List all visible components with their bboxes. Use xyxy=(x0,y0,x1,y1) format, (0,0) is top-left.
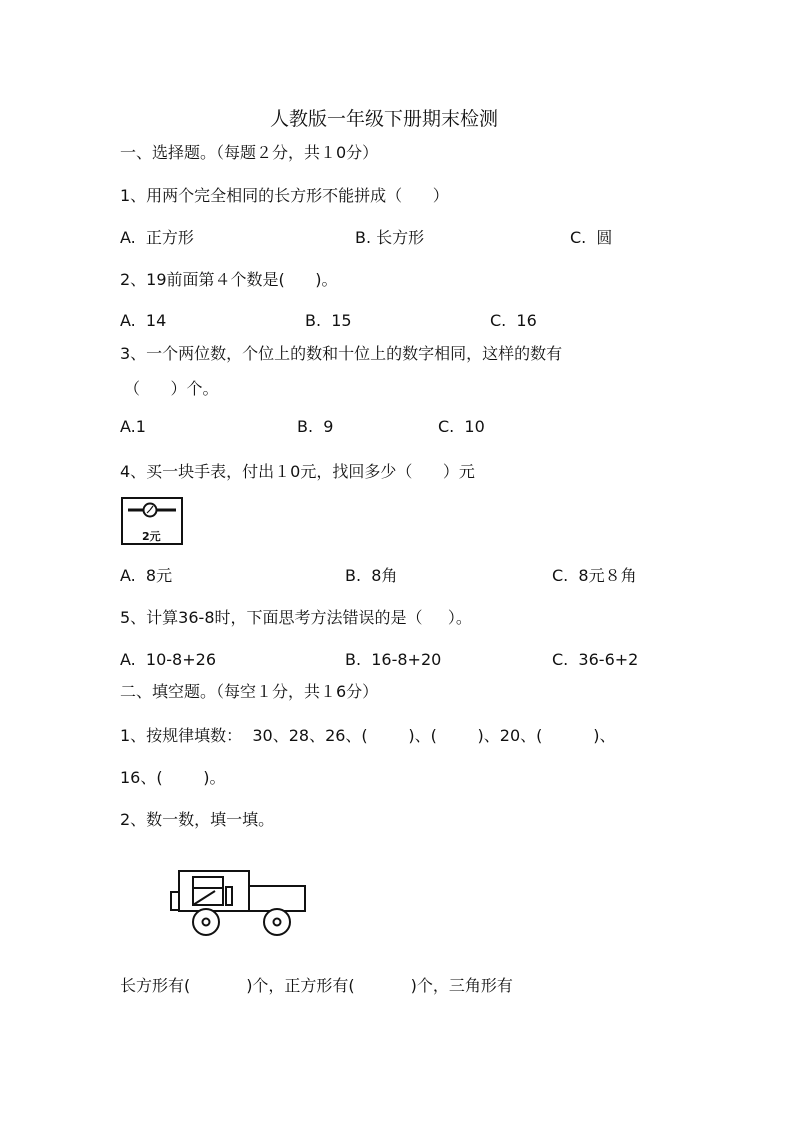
fill-question-1-text-cont: 16、( )。 xyxy=(120,768,226,787)
q4-option-c: C. 8元８角 xyxy=(552,566,637,585)
watch-icon xyxy=(120,496,184,546)
question-4-text: 4、买一块手表，付出１0元，找回多少（ ）元 xyxy=(120,462,475,481)
question-2-text: 2、19前面第４个数是( )。 xyxy=(120,270,338,289)
q1-option-c: C. 圆 xyxy=(570,228,613,247)
q3-option-a: A.1 xyxy=(120,417,146,436)
q4-option-b: B. 8角 xyxy=(345,566,398,585)
q2-option-b: B. 15 xyxy=(305,311,352,330)
truck-figure-icon xyxy=(168,866,310,938)
q1-option-b: B. 长方形 xyxy=(355,228,425,247)
page-title: 人教版一年级下册期末检测 xyxy=(270,108,499,130)
watch-price-label: 2元 xyxy=(142,530,161,543)
fill-question-1-text: 1、按规律填数： 30、28、26、( )、( )、20、( )、 xyxy=(120,726,616,745)
q2-option-c: C. 16 xyxy=(490,311,537,330)
q3-option-c: C. 10 xyxy=(438,417,485,436)
q2-option-a: A. 14 xyxy=(120,311,167,330)
section1-heading: 一、选择题。（每题２分，共１0分） xyxy=(120,143,379,162)
q5-option-b: B. 16-8+20 xyxy=(345,650,442,669)
question-3-text-cont: （ ）个。 xyxy=(124,379,219,398)
q5-option-c: C. 36-6+2 xyxy=(552,650,639,669)
fill-question-2-answer-line: 长方形有( )个，正方形有( )个，三角形有 xyxy=(120,976,513,995)
question-3-text: 3、一个两位数，个位上的数和十位上的数字相同，这样的数有 xyxy=(120,344,563,363)
q5-option-a: A. 10-8+26 xyxy=(120,650,216,669)
fill-question-2-text: 2、数一数，填一填。 xyxy=(120,810,275,829)
question-1-text: 1、用两个完全相同的长方形不能拼成（ ） xyxy=(120,186,449,205)
q1-option-a: A. 正方形 xyxy=(120,228,194,247)
q4-option-a: A. 8元 xyxy=(120,566,173,585)
question-5-text: 5、计算36-8时，下面思考方法错误的是（ ）。 xyxy=(120,608,472,627)
q3-option-b: B. 9 xyxy=(297,417,334,436)
section2-heading: 二、填空题。（每空１分，共１6分） xyxy=(120,682,379,701)
